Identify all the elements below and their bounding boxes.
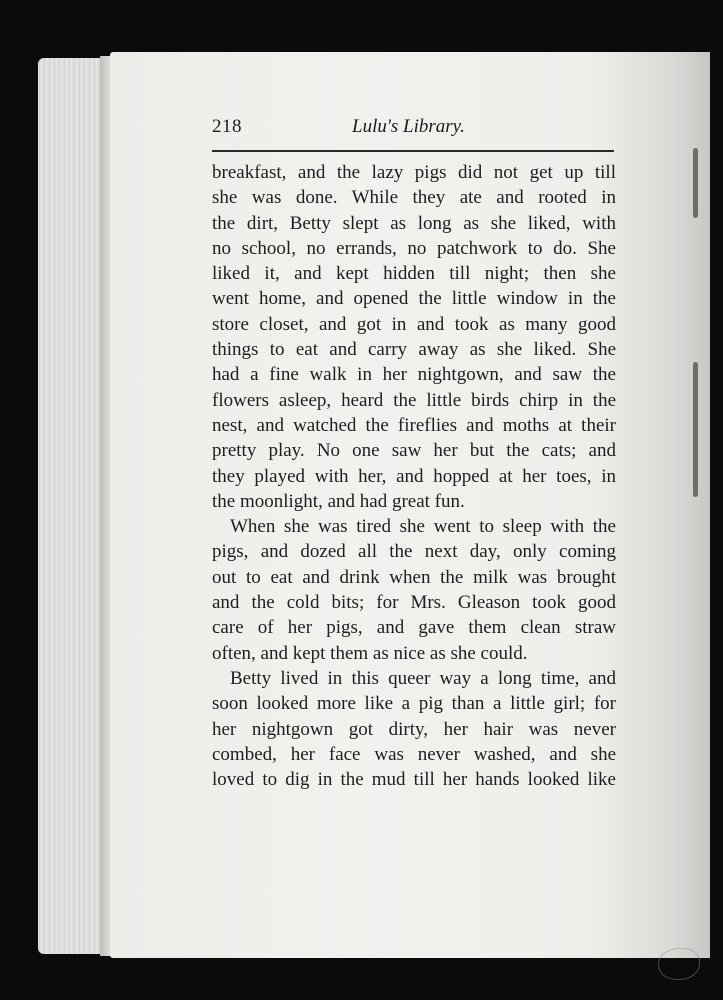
text-line: nest, and watched the fireflies and moths at their (212, 414, 616, 436)
text-line: and the cold bits; for Mrs. Gleason took good (212, 592, 616, 614)
text-line: pretty play. No one saw her but the cats; and (212, 440, 616, 462)
text-line: Betty lived in this queer way a long time, and (230, 667, 616, 689)
gutter-mark-top (693, 148, 698, 218)
text-line: loved to dig in the mud till her hands looked like (212, 769, 616, 791)
text-line: things to eat and carry away as she liked. She (212, 339, 616, 361)
text-line: often, and kept them as nice as she could. (212, 642, 528, 664)
text-line: she was done. While they ate and rooted in (212, 187, 616, 209)
page-header (212, 112, 614, 146)
text-line: store closet, and got in and took as many good (212, 313, 616, 335)
running-head: Lulu's Library. (352, 116, 465, 137)
text-line: went home, and opened the little window in the (212, 288, 616, 310)
text-line: combed, her face was never washed, and she (212, 743, 616, 765)
text-line: the dirt, Betty slept as long as she liked, with (212, 212, 616, 234)
text-line: they played with her, and hopped at her toes, in (212, 465, 616, 487)
header-rule (212, 150, 614, 152)
text-line: soon looked more like a pig than a little girl; for (212, 693, 616, 715)
text-line: liked it, and kept hidden till night; then she (212, 263, 616, 285)
text-line: her nightgown got dirty, her hair was never (212, 718, 616, 740)
text-line: pigs, and dozed all the next day, only coming (212, 541, 616, 563)
gutter-mark-middle (693, 362, 698, 497)
page-number: 218 (212, 116, 242, 137)
text-line: no school, no errands, no patchwork to do. She (212, 237, 616, 259)
text-line: flowers asleep, heard the little birds chirp in the (212, 389, 616, 411)
pencil-mark (658, 948, 700, 980)
text-line: When she was tired she went to sleep with the (230, 516, 616, 538)
text-line: care of her pigs, and gave them clean straw (212, 617, 616, 639)
text-line: breakfast, and the lazy pigs did not get up till (212, 162, 616, 183)
text-line: the moonlight, and had great fun. (212, 490, 465, 512)
text-line: out to eat and drink when the milk was brought (212, 566, 616, 588)
page-body (212, 160, 616, 792)
text-line: had a fine walk in her nightgown, and saw the (212, 364, 616, 386)
